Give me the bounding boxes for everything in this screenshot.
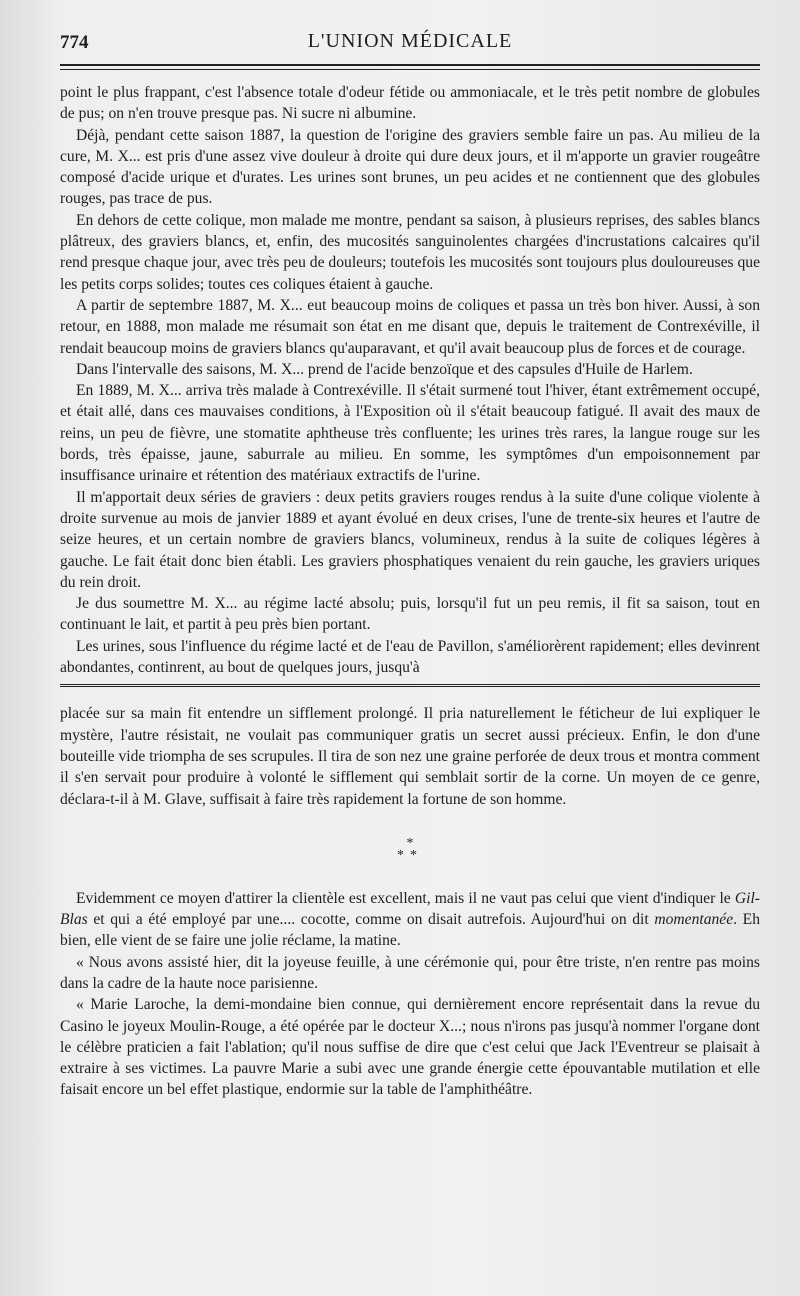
asterism: * ** bbox=[397, 835, 423, 863]
article-paragraph: A partir de septembre 1887, M. X... eut beaucoup moins de coliques et passa un très bon hiver. Aussi, à son retour, en 1888, mon malade me résumait son état en me disant que, depuis le traitement de Contrexéville, il rendait beaucoup moins de graviers blancs qu'auparavant, et qu'il avait beaucoup plus de forces et de courage. bbox=[60, 296, 760, 357]
article-body bbox=[60, 82, 760, 678]
header-rule bbox=[60, 64, 760, 66]
journal-title: L'UNION MÉDICALE bbox=[307, 30, 513, 52]
article-paragraph: Déjà, pendant cette saison 1887, la question de l'origine des graviers semble faire un pas. Au milieu de la cure, M. X... est pris d'une assez vive douleur à droite qui dure deux jours, et il m'apporte un gravier rougeâtre composé d'acide urique et d'urates. Les urines sont brunes, un peu acides et ne contiennent que des globules rouges, pas trace de pus. bbox=[60, 126, 760, 208]
paragraph-text: Evidemment ce moyen d'attirer la clientèle est excellent, mais il ne vaut pas celui que vient d'indiquer le bbox=[76, 889, 735, 907]
article-paragraph: Dans l'intervalle des saisons, M. X... prend de l'acide benzoïque et des capsules d'Huile de Harlem. bbox=[76, 360, 693, 378]
emphasized-word: momentanée bbox=[654, 911, 734, 929]
article-paragraph: point le plus frappant, c'est l'absence totale d'odeur fétide ou ammoniacale, et le très petit nombre de globules de pus; on n'en trouve presque pas. Ni sucre ni albumine. bbox=[60, 84, 760, 123]
feuilleton-section bbox=[60, 703, 760, 1100]
article-paragraph: Je dus soumettre M. X... au régime lacté absolu; puis, lorsqu'il fut un peu remis, il fit sa saison, tout en continuant le lait, et partit à peu près bien portant. bbox=[60, 595, 760, 634]
paragraph-text: . Eh bien, elle vient de se faire une jolie réclame, la matine. bbox=[60, 911, 761, 950]
feuilleton-paragraph: placée sur sa main fit entendre un sifflement prolongé. Il pria naturellement le féticheur de lui expliquer le mystère, l'autre résistait, ne voulait pas communiquer gratis un secret aussi précieux. Enfin, le don d'une bouteille vide triompha de ses scrupules. Il tira de son nez une graine perforée de deux trous et montra comment il s'en servait pour produire à volonté le sifflement qui semblait sortir de la corne. Un moyen de ce genre, déclara-t-il à M. Glave, suffisait à faire très rapidement la fortune de son homme. bbox=[60, 705, 760, 808]
feuilleton-paragraph: « Nous avons assisté hier, dit la joyeuse feuille, à une cérémonie qui, pour être triste, n'en rentre pas moins dans la cadre de la haute noce parisienne. bbox=[60, 953, 760, 992]
feuilleton-paragraph bbox=[60, 888, 760, 952]
page-number: 774 bbox=[60, 32, 89, 53]
feuilleton-paragraph: « Marie Laroche, la demi-mondaine bien connue, qui dernièrement encore représentait dans la revue du Casino le joyeux Moulin-Rouge, a été opérée par le docteur X...; nous n'irons pas jusqu'à nommer l'organe dont le célèbre praticien a fait l'ablation; qu'il nous suffise de dire que c'est celui que Jack l'Eventreur se plaisait à extraire à ses victimes. La pauvre Marie a subi avec une grande énergie cette épouvantable mutilation et elle faisait encore un bel effet plastique, endormie sur la table de l'amphithéâtre. bbox=[60, 996, 760, 1099]
header-rule-thin bbox=[60, 69, 760, 70]
article-paragraph: Il m'apportait deux séries de graviers : deux petits graviers rouges rendus à la suite d'une colique violente à droite survenue au mois de janvier 1889 et ayant évolué en deux crises, l'une de trente-six heures et l'autre de seize heures, et un certain nombre de graviers blancs, volumineux, rendus à la suite de coliques légères à gauche. Le fait était donc bien établi. Les graviers phosphatiques venaient du rein gauche, les graviers uriques du rein droit. bbox=[60, 488, 760, 591]
feuilleton-separator bbox=[60, 684, 760, 687]
page-header bbox=[60, 26, 760, 60]
article-paragraph: En dehors de cette colique, mon malade me montre, pendant sa saison, à plusieurs reprises, des sables blancs plâtreux, des graviers blancs, et, enfin, des mucosités sanguinolentes chargées d'incrustations calcaires qu'il rend presque chaque jour, avec très peu de douleurs; toutefois les mucosités sont toujours plus douloureuses que les petits corps solides; toutes ces coliques étaient à gauche. bbox=[60, 211, 760, 293]
article-paragraph: Les urines, sous l'influence du régime lacté et de l'eau de Pavillon, s'améliorèrent rapidement; elles devinrent abondantes, continrent, au bout de quelques jours, jusqu'à bbox=[60, 637, 760, 677]
article-paragraph: En 1889, M. X... arriva très malade à Contrexéville. Il s'était surmené tout l'hiver, étant extrêmement occupé, et était allé, dans ces mauvaises conditions, à l'Exposition où il s'était beaucoup fatigué. Il avait des maux de reins, un peu de fièvre, une stomatite aphtheuse très confluente; les urines très rares, la langue rouge sur les bords, très épaisse, jaune, saburrale au milieu. En somme, les symptômes d'un empoisonnement par insuffisance urinaire et rétention des matériaux extractifs de l'urine. bbox=[60, 382, 760, 485]
newspaper-name: Gil-Blas bbox=[60, 889, 760, 929]
paragraph-text: et qui a été employé par une.... cocotte, comme on disait autrefois. Aujourd'hui on dit bbox=[87, 911, 655, 929]
